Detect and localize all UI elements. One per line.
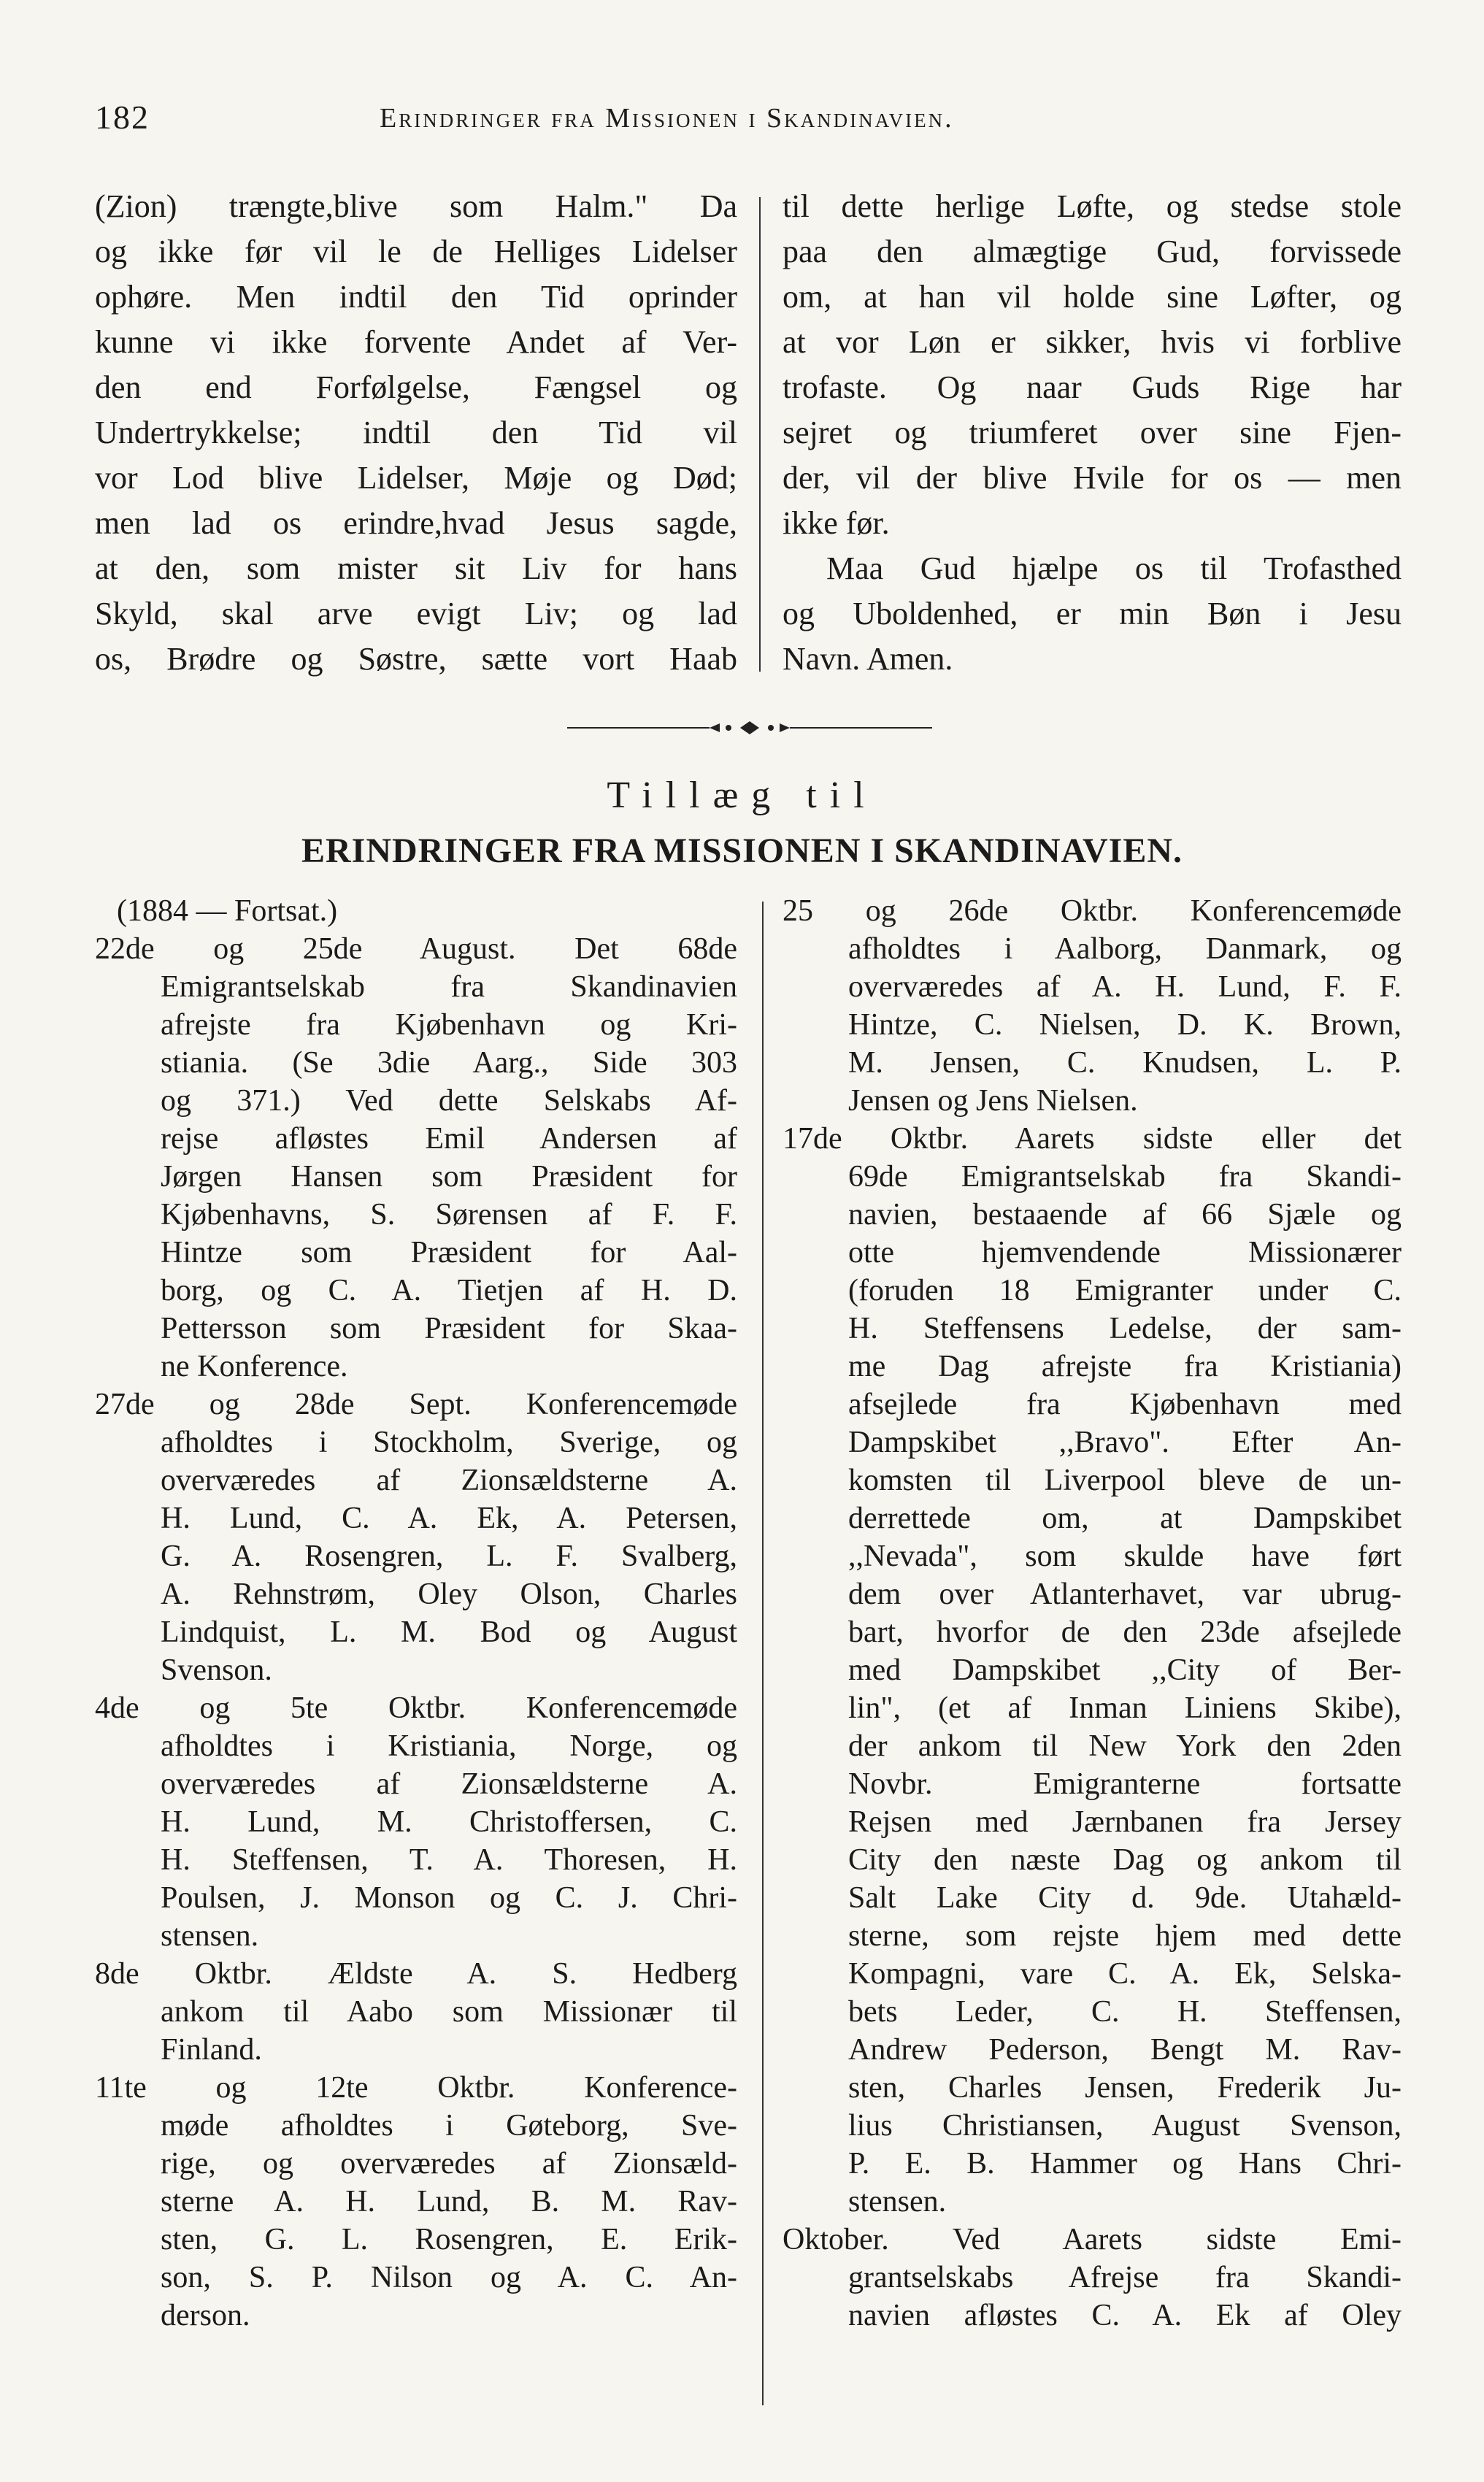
text-line: navien afløstes C. A. Ek af Oley xyxy=(848,2299,1402,2332)
running-title: Erindringer fra Missionen i Skandinavien. xyxy=(380,103,954,134)
text-line: 11te og 12te Oktbr. Konference- xyxy=(95,2071,737,2105)
text-line: Poulsen, J. Monson og C. J. Chri- xyxy=(161,1881,737,1915)
text-line: Hintze som Præsident for Aal- xyxy=(161,1236,737,1269)
text-line: H. Lund, C. A. Ek, A. Petersen, xyxy=(161,1502,737,1535)
text-line: og 371.) Ved dette Selskabs Af- xyxy=(161,1084,737,1118)
page-number: 182 xyxy=(95,99,150,136)
text-line: trofaste. Og naar Guds Rige har xyxy=(783,369,1402,405)
text-line: 8de Oktbr. Ældste A. S. Hedberg xyxy=(95,1957,737,1991)
column-rule-bottom xyxy=(762,902,764,2405)
running-head xyxy=(95,98,1402,142)
text-line: kunne vi ikke forvente Andet af Ver- xyxy=(95,324,737,360)
text-line: møde afholdtes i Gøteborg, Sve- xyxy=(161,2109,737,2143)
text-line: 27de og 28de Sept. Konferencemøde xyxy=(95,1388,737,1421)
text-line: M. Jensen, C. Knudsen, L. P. xyxy=(848,1046,1402,1080)
text-line: stensen. xyxy=(848,2185,947,2218)
text-line: sterne, som rejste hjem med dette xyxy=(848,1919,1402,1953)
text-line: Hintze, C. Nielsen, D. K. Brown, xyxy=(848,1008,1402,1042)
text-line: Salt Lake City d. 9de. Utahæld- xyxy=(848,1881,1402,1915)
chronicle-entry xyxy=(783,892,1402,1120)
text-line: om, at han vil holde sine Løfter, og xyxy=(783,279,1402,315)
text-line: dem over Atlanterhavet, var ubrug- xyxy=(848,1578,1402,1611)
top-left-column xyxy=(95,184,737,682)
text-line: ikke før. xyxy=(783,505,890,541)
text-line: bart, hvorfor de den 23de afsejlede xyxy=(848,1615,1402,1649)
text-line: vor Lod blive Lidelser, Møje og Død; xyxy=(95,460,737,496)
text-line: 22de og 25de August. Det 68de xyxy=(95,932,737,966)
supplement-title: Tillæg til xyxy=(607,775,877,816)
text-line: bets Leder, C. H. Steffensen, xyxy=(848,1995,1402,2029)
text-line: sten, Charles Jensen, Frederik Ju- xyxy=(848,2071,1402,2105)
text-line: afholdtes i Kristiania, Norge, og xyxy=(161,1729,737,1763)
supplement-subtitle: ERINDRINGER FRA MISSIONEN I SKANDINAVIEN. xyxy=(301,831,1183,870)
text-line: son, S. P. Nilson og A. C. An- xyxy=(161,2261,737,2294)
text-line: otte hjemvendende Missionærer xyxy=(848,1236,1402,1269)
text-line: os, Brødre og Søstre, sætte vort Haab xyxy=(95,641,737,677)
chronicle-entry xyxy=(95,930,737,1386)
text-line: at den, som mister sit Liv for hans xyxy=(95,550,737,586)
text-line: og Uboldenhed, er min Bøn i Jesu xyxy=(783,596,1402,631)
text-line: paa den almægtige Gud, forvissede xyxy=(783,234,1402,269)
text-line: afholdtes i Aalborg, Danmark, og xyxy=(848,932,1402,966)
text-line: navien, bestaaende af 66 Sjæle og xyxy=(848,1198,1402,1232)
text-line: overværedes af Zionsældsterne A. xyxy=(161,1464,737,1497)
text-line: ophøre. Men indtil den Tid oprinder xyxy=(95,279,737,315)
text-line: 17de Oktbr. Aarets sidste eller det xyxy=(783,1122,1402,1156)
text-line: Jørgen Hansen som Præsident for xyxy=(161,1160,737,1194)
text-line: me Dag afrejste fra Kristiania) xyxy=(848,1350,1402,1383)
ornament-icon xyxy=(710,719,790,737)
text-line: Lindquist, L. M. Bod og August xyxy=(161,1615,737,1649)
text-line: afholdtes i Stockholm, Sverige, og xyxy=(161,1426,737,1459)
top-right-column xyxy=(783,184,1402,682)
text-line: Finland. xyxy=(161,2033,262,2067)
text-line: ,,Nevada", som skulde have ført xyxy=(848,1540,1402,1573)
chronicle-entry xyxy=(95,1689,737,1955)
text-line: Maa Gud hjælpe os til Trofasthed xyxy=(826,550,1402,586)
text-line: lius Christiansen, August Svenson, xyxy=(848,2109,1402,2143)
text-line: ne Konference. xyxy=(161,1350,348,1383)
text-line: sten, G. L. Rosengren, E. Erik- xyxy=(161,2223,737,2256)
chronicle-entry xyxy=(95,2069,737,2335)
text-line: sterne A. H. Lund, B. M. Rav- xyxy=(161,2185,737,2218)
text-line: overværedes af A. H. Lund, F. F. xyxy=(848,970,1402,1004)
text-line: H. Lund, M. Christoffersen, C. xyxy=(161,1805,737,1839)
text-line: Novbr. Emigranterne fortsatte xyxy=(848,1767,1402,1801)
text-line: (foruden 18 Emigranter under C. xyxy=(848,1274,1402,1307)
text-line: stiania. (Se 3die Aarg., Side 303 xyxy=(161,1046,737,1080)
ornament-divider xyxy=(567,719,932,737)
text-line: og ikke før vil le de Helliges Lidelser xyxy=(95,234,737,269)
text-line: G. A. Rosengren, L. F. Svalberg, xyxy=(161,1540,737,1573)
text-line: overværedes af Zionsældsterne A. xyxy=(161,1767,737,1801)
bottom-right-column xyxy=(783,892,1402,2335)
text-line: komsten til Liverpool bleve de un- xyxy=(848,1464,1402,1497)
text-line: derrettede om, at Dampskibet xyxy=(848,1502,1402,1535)
text-line: der, vil der blive Hvile for os — men xyxy=(783,460,1402,496)
text-line: med Dampskibet ,,City of Ber- xyxy=(848,1653,1402,1687)
text-line: men lad os erindre,hvad Jesus sagde, xyxy=(95,505,737,541)
text-line: Emigrantselskab fra Skandinavien xyxy=(161,970,737,1004)
text-line: rejse afløstes Emil Andersen af xyxy=(161,1122,737,1156)
text-line: ankom til Aabo som Missionær til xyxy=(161,1995,737,2029)
text-line: Oktober. Ved Aarets sidste Emi- xyxy=(783,2223,1402,2256)
text-line: borg, og C. A. Tietjen af H. D. xyxy=(161,1274,737,1307)
text-line: der ankom til New York den 2den xyxy=(848,1729,1402,1763)
chronicle-entry xyxy=(95,1386,737,1689)
section-intro: (1884 — Fortsat.) xyxy=(117,894,338,928)
text-line: til dette herlige Løfte, og stedse stole xyxy=(783,188,1402,224)
bottom-left-column xyxy=(95,892,737,2335)
text-line: H. Steffensens Ledelse, der sam- xyxy=(848,1312,1402,1345)
text-line: 4de og 5te Oktbr. Konferencemøde xyxy=(95,1691,737,1725)
text-line: Undertrykkelse; indtil den Tid vil xyxy=(95,415,737,450)
text-line: rige, og overværedes af Zionsæld- xyxy=(161,2147,737,2181)
text-line: Dampskibet ,,Bravo". Efter An- xyxy=(848,1426,1402,1459)
text-line: Kjøbenhavns, S. Sørensen af F. F. xyxy=(161,1198,737,1232)
text-line: afrejste fra Kjøbenhavn og Kri- xyxy=(161,1008,737,1042)
text-line: P. E. B. Hammer og Hans Chri- xyxy=(848,2147,1402,2181)
column-rule-top xyxy=(759,197,761,672)
text-line: at vor Løn er sikker, hvis vi forblive xyxy=(783,324,1402,360)
text-line: A. Rehnstrøm, Oley Olson, Charles xyxy=(161,1578,737,1611)
text-line: stensen. xyxy=(161,1919,259,1953)
text-line: Navn. Amen. xyxy=(783,641,953,677)
text-line: Pettersson som Præsident for Skaa- xyxy=(161,1312,737,1345)
text-line: Jensen og Jens Nielsen. xyxy=(848,1084,1138,1118)
text-line: Svenson. xyxy=(161,1653,272,1687)
text-line: Andrew Pederson, Bengt M. Rav- xyxy=(848,2033,1402,2067)
text-line: grantselskabs Afrejse fra Skandi- xyxy=(848,2261,1402,2294)
text-line: sejret og triumferet over sine Fjen- xyxy=(783,415,1402,450)
text-line: Kompagni, vare C. A. Ek, Selska- xyxy=(848,1957,1402,1991)
text-line: Rejsen med Jærnbanen fra Jersey xyxy=(848,1805,1402,1839)
text-line: H. Steffensen, T. A. Thoresen, H. xyxy=(161,1843,737,1877)
text-line: 69de Emigrantselskab fra Skandi- xyxy=(848,1160,1402,1194)
text-line: Skyld, skal arve evigt Liv; og lad xyxy=(95,596,737,631)
text-line: (Zion) trængte,blive som Halm." Da xyxy=(95,188,737,224)
text-line: afsejlede fra Kjøbenhavn med xyxy=(848,1388,1402,1421)
text-line: lin", (et af Inman Liniens Skibe), xyxy=(848,1691,1402,1725)
text-line: City den næste Dag og ankom til xyxy=(848,1843,1402,1877)
chronicle-entry xyxy=(95,1955,737,2069)
text-line: 25 og 26de Oktbr. Konferencemøde xyxy=(783,894,1402,928)
chronicle-entry xyxy=(783,1120,1402,2221)
text-line: derson. xyxy=(161,2299,250,2332)
chronicle-entry xyxy=(783,2221,1402,2335)
text-line: den end Forfølgelse, Fængsel og xyxy=(95,369,737,405)
